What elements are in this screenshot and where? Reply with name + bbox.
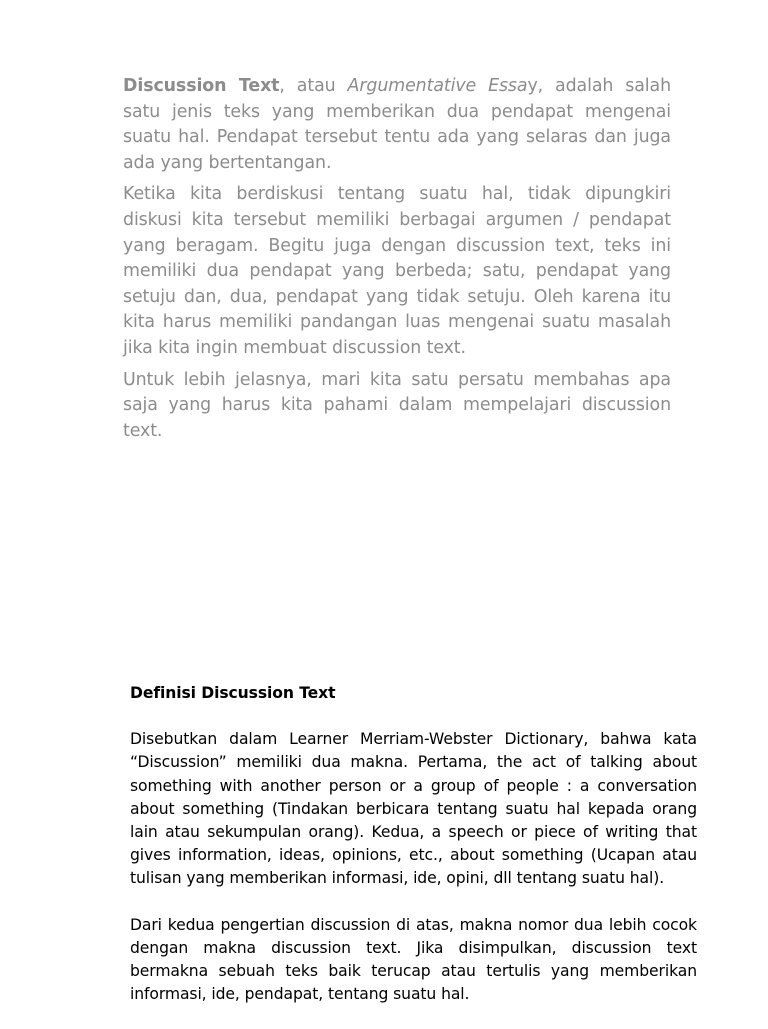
intro-paragraph-1 [123,74,671,176]
intro-italic-term: Argumentative Essa [347,76,528,96]
intro-term: Discussion Text [123,76,280,96]
definition-paragraph-2: Dari kedua pengertian discussion di atas, makna nomor dua lebih cocok dengan makna discussion text. Jika disimpulkan, discussion text bermakna sebuah teks baik terucap atau tertulis yang memberikan informasi, ide, pendapat, tentang suatu hal. [130,915,697,1004]
definition-heading: Definisi Discussion Text [130,684,336,702]
definition-paragraph-1: Disebutkan dalam Learner Merriam-Webster Dictionary, bahwa kata “Discussion” memiliki dua makna. Pertama, the act of talking about something with another person or a group of people : a conversation about something (Tindakan berbicara tentang suatu hal kepada orang lain atau sekumpulan orang). Kedua, a speech or piece of writing that gives information, ideas, opinions, etc., about something (Ucapan atau tulisan yang memberikan informasi, ide, opini, dll tentang suatu hal). [130,730,697,888]
definition-section [130,682,697,1029]
intro-paragraph-1-rest: y, adalah salah satu jenis teks yang memberikan dua pendapat mengenai suatu hal. Pendapat tersebut tentu ada yang selaras dan juga ada yang bertentangan. [123,76,671,173]
intro-section [123,74,671,450]
intro-connector: , atau [279,76,348,96]
intro-paragraph-3: Untuk lebih jelasnya, mari kita satu persatu membahas apa saja yang harus kita pahami dalam mempelajari discussion text. [123,369,671,441]
intro-paragraph-2: Ketika kita berdiskusi tentang suatu hal, tidak dipungkiri diskusi kita tersebut memiliki berbagai argumen / pendapat yang beragam. Begitu juga dengan discussion text, teks ini memiliki dua pendapat yang berbeda; satu, pendapat yang setuju dan, dua, pendapat yang tidak setuju. Oleh karena itu kita harus memiliki pandangan luas mengenai suatu masalah jika kita ingin membuat discussion text. [123,184,671,358]
